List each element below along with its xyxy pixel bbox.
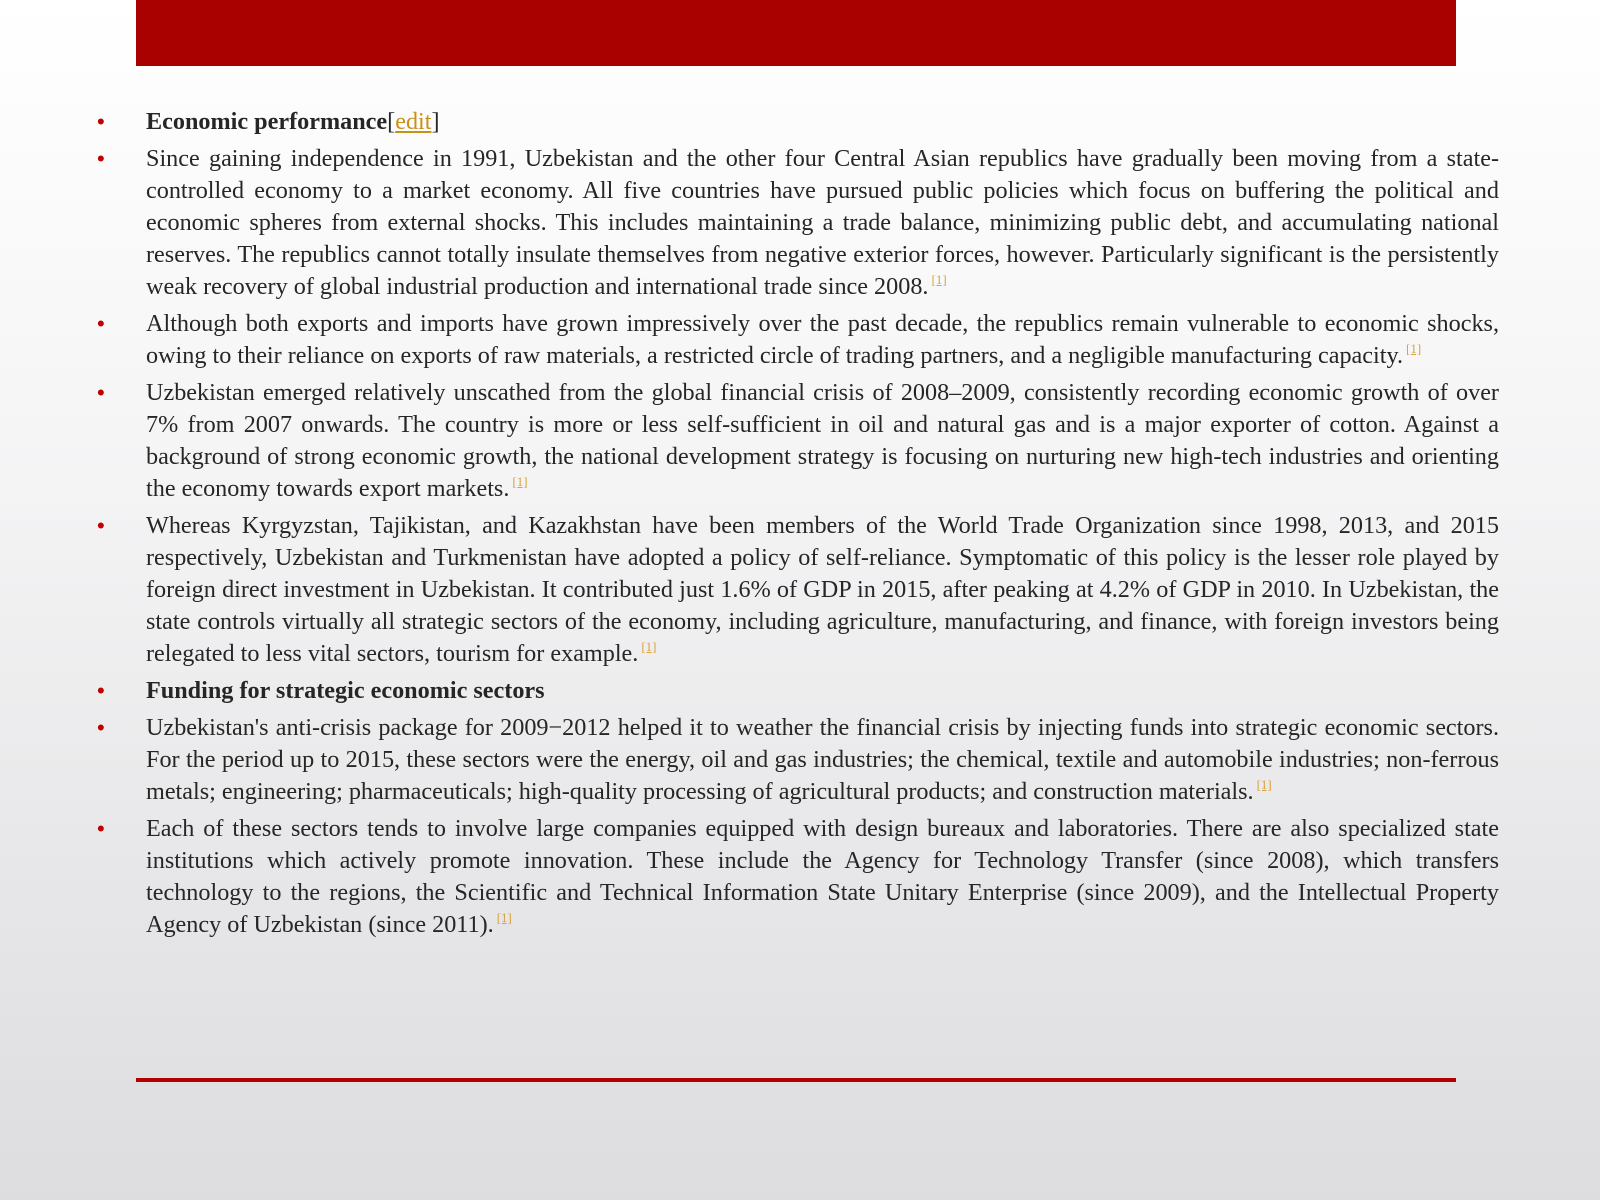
bullet-icon: • (97, 715, 105, 740)
slide-content (94, 106, 1499, 946)
edit-link[interactable]: edit (395, 108, 432, 135)
bullet-icon: • (97, 816, 105, 841)
citation-link[interactable]: [1] (1256, 777, 1272, 792)
citation-link[interactable]: [1] (496, 910, 512, 925)
header-bar (136, 0, 1456, 66)
list-item (94, 308, 1499, 372)
bullet-list (94, 106, 1499, 941)
edit-close-bracket: ] (431, 108, 440, 135)
paragraph-text: Although both exports and imports have grown impressively over the past decade, the republics remain vulnerable to economic shocks, owing to their reliance on exports of raw materials, a restricted circle of trading partners, and a negligible manufacturing capacity. (146, 310, 1499, 369)
citation-link[interactable]: [1] (1406, 341, 1422, 356)
edit-open-bracket: [ (387, 108, 396, 135)
section-heading-funding: Funding for strategic economic sectors (146, 677, 545, 704)
bullet-icon: • (97, 380, 105, 405)
list-item-economic-performance-heading (94, 106, 1499, 138)
bullet-icon: • (97, 146, 105, 171)
section-heading-economic-performance: Economic performance (146, 108, 388, 135)
list-item-funding-heading (94, 675, 1499, 707)
bullet-icon: • (97, 513, 105, 538)
bullet-icon: • (97, 678, 105, 703)
list-item (94, 510, 1499, 670)
paragraph-text: Uzbekistan emerged relatively unscathed from the global financial crisis of 2008–2009, consistently recording economic growth of over 7% from 2007 onwards. The country is more or less self-sufficient in oil and natural gas and is a major exporter of cotton. Against a background of strong economic growth, the national development strategy is focusing on nurturing new high-tech industries and orienting the economy towards export markets. (146, 379, 1499, 502)
bullet-icon: • (97, 109, 105, 134)
citation-link[interactable]: [1] (931, 272, 947, 287)
list-item (94, 712, 1499, 808)
citation-link[interactable]: [1] (641, 639, 657, 654)
citation-link[interactable]: [1] (512, 474, 528, 489)
list-item (94, 143, 1499, 303)
paragraph-text: Each of these sectors tends to involve large companies equipped with design bureaux and laboratories. There are also specialized state institutions which actively promote innovation. These include the Agency for Technology Transfer (since 2008), which transfers technology to the regions, the Scientific and Technical Information State Unitary Enterprise (since 2009), and the Intellectual Property Agency of Uzbekistan (since 2011). (146, 815, 1499, 938)
paragraph-text: Since gaining independence in 1991, Uzbekistan and the other four Central Asian republics have gradually been moving from a state-controlled economy to a market economy. All five countries have pursued public policies which focus on buffering the political and economic spheres from external shocks. This includes maintaining a trade balance, minimizing public debt, and accumulating national reserves. The republics cannot totally insulate themselves from negative exterior forces, however. Particularly significant is the persistently weak recovery of global industrial production and international trade since 2008. (146, 145, 1499, 300)
list-item (94, 377, 1499, 505)
bullet-icon: • (97, 311, 105, 336)
footer-rule (136, 1078, 1456, 1082)
paragraph-text: Uzbekistan's anti-crisis package for 2009−2012 helped it to weather the financial crisis by injecting funds into strategic economic sectors. For the period up to 2015, these sectors were the energy, oil and gas industries; the chemical, textile and automobile industries; non-ferrous metals; engineering; pharmaceuticals; high-quality processing of agricultural products; and construction materials. (146, 714, 1499, 805)
list-item (94, 813, 1499, 941)
paragraph-text: Whereas Kyrgyzstan, Tajikistan, and Kazakhstan have been members of the World Trade Organization since 1998, 2013, and 2015 respectively, Uzbekistan and Turkmenistan have adopted a policy of self-reliance. Symptomatic of this policy is the lesser role played by foreign direct investment in Uzbekistan. It contributed just 1.6% of GDP in 2015, after peaking at 4.2% of GDP in 2010. In Uzbekistan, the state controls virtually all strategic sectors of the economy, including agriculture, manufacturing, and finance, with foreign investors being relegated to less vital sectors, tourism for example. (146, 512, 1499, 667)
